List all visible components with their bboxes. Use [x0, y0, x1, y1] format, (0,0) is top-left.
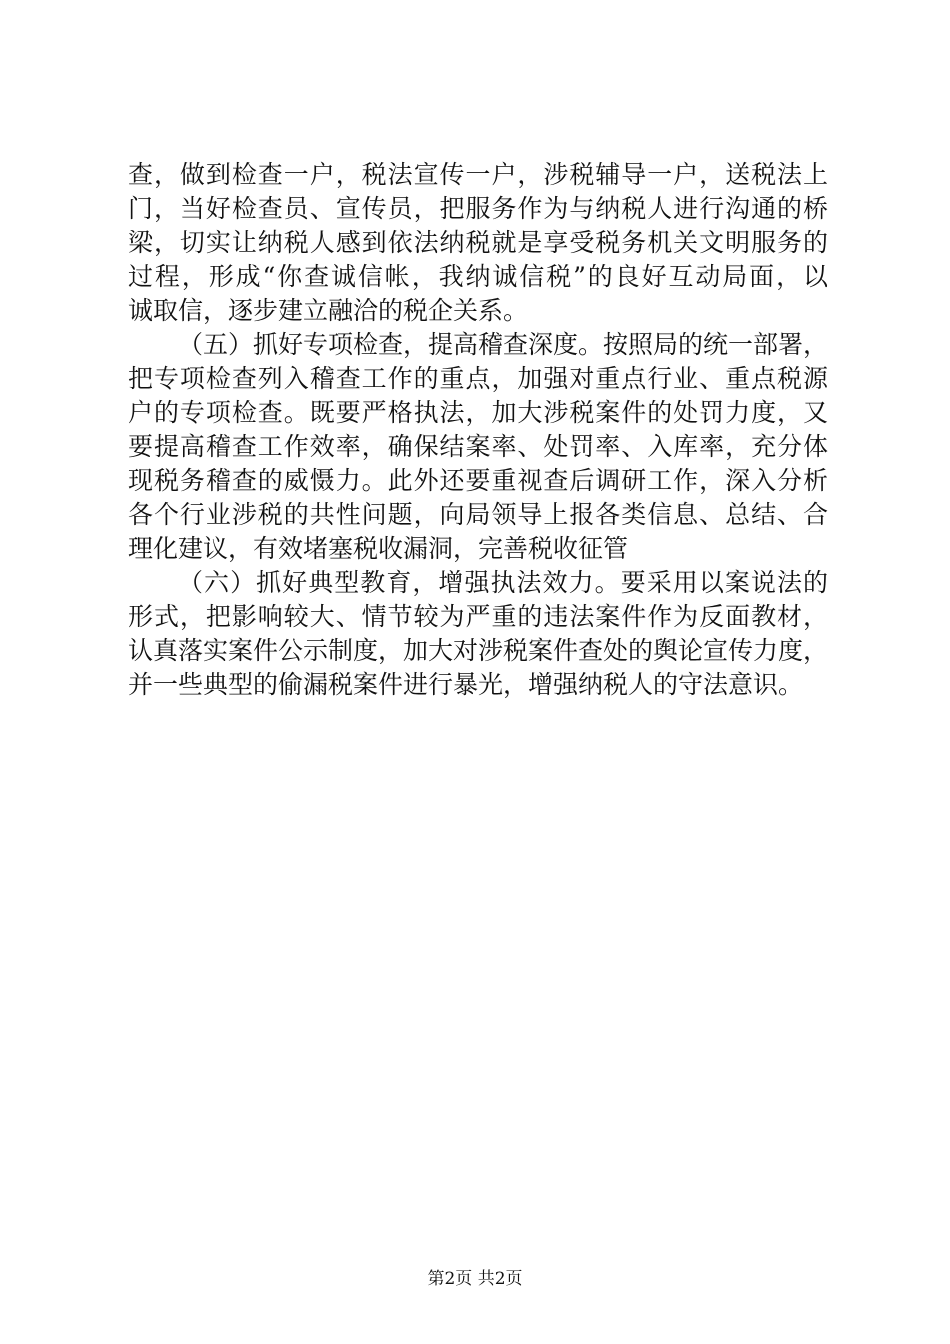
- paragraph: [128, 566, 828, 702]
- paragraph-line: 诚取信，逐步建立融洽的税企关系。: [128, 296, 529, 325]
- paragraph-line: 现税务稽查的威慑力。此外还要重视查后调研工作，深入分析: [128, 466, 828, 495]
- paragraph-line: 门，当好检查员、宣传员，把服务作为与纳税人进行沟通的桥: [128, 194, 828, 223]
- paragraph-line: 要提高稽查工作效率，确保结案率、处罚率、入库率，充分体: [128, 432, 828, 461]
- paragraph-line: 各个行业涉税的共性问题，向局领导上报各类信息、总结、合: [128, 500, 828, 529]
- paragraph: [128, 328, 828, 566]
- page-footer: 第2页 共2页: [427, 1269, 523, 1289]
- paragraph-line: （五）抓好专项检查，提高稽查深度。按照局的统一部署，: [178, 330, 829, 359]
- paragraph-line: 梁，切实让纳税人感到依法纳税就是享受税务机关文明服务的: [128, 228, 828, 257]
- paragraph-line: 过程，形成“你查诚信帐，我纳诚信税”的良好互动局面，以: [128, 262, 828, 291]
- paragraph-line: 理化建议，有效堵塞税收漏洞，完善税收征管: [128, 534, 629, 563]
- paragraph-line: 形式，把影响较大、情节较为严重的违法案件作为反面教材，: [128, 602, 828, 631]
- paragraph-line: 查，做到检查一户，税法宣传一户，涉税辅导一户，送税法上: [128, 160, 828, 189]
- paragraph-line: 把专项检查列入稽查工作的重点，加强对重点行业、重点税源: [128, 364, 828, 393]
- paragraph-line: 认真落实案件公示制度，加大对涉税案件查处的舆论宣传力度，: [128, 636, 829, 665]
- paragraph-line: 户的专项检查。既要严格执法，加大涉税案件的处罚力度，又: [128, 398, 828, 427]
- paragraph-line: 并一些典型的偷漏税案件进行暴光，增强纳税人的守法意识。: [128, 670, 804, 699]
- paragraph-line: （六）抓好典型教育，增强执法效力。要采用以案说法的: [178, 568, 828, 597]
- document-body: [128, 158, 828, 702]
- paragraph: [128, 158, 828, 328]
